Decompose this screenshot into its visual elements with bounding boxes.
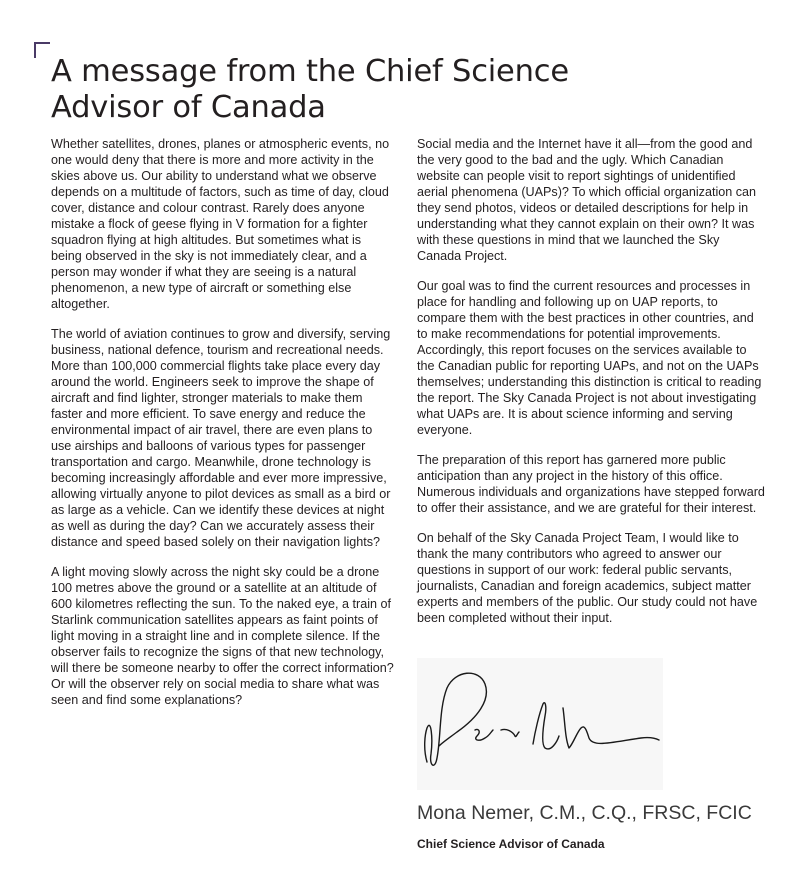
paragraph: On behalf of the Sky Canada Project Team, I would like to thank the many contributors who agreed to answer our questions in support of our work: federal public servants, journalists, Canadian and foreign academics, subject matter experts and members of the public. Our study could not have been completed without their input. bbox=[417, 531, 758, 625]
signature-drawing bbox=[417, 658, 663, 790]
paragraph: A light moving slowly across the night sky could be a drone 100 metres above the ground or a satellite at an altitude of 600 kilometres reflecting the sun. To the naked eye, a train of Starlink communication satellites appears as faint points of light moving in a straight line and in complete silence. If the observer fails to recognize the signs of that new technology, will there be someone nearby to offer the correct information? Or will the observer rely on social media to share what was seen and find some explanations? bbox=[51, 565, 394, 707]
signature-image bbox=[417, 658, 663, 790]
right-column bbox=[417, 136, 765, 640]
left-column bbox=[51, 136, 395, 722]
paragraph: Whether satellites, drones, planes or atmospheric events, no one would deny that there is more and more activity in the skies above us. Our ability to understand what we observe depends on a multitude of factors, such as time of day, cloud cover, distance and colour contrast. Rarely does anyone mistake a flock of geese flying in V formation for a fighter squadron flying at high altitudes. But sometimes what is being observed in the sky is not immediately clear, and a person may wonder if what they are seeing is a natural phenomenon, a new type of aircraft or something else altogether. bbox=[51, 137, 390, 311]
signatory-name: Mona Nemer, C.M., C.Q., FRSC, FCIC bbox=[417, 802, 752, 824]
paragraph: The preparation of this report has garnered more public anticipation than any project in the history of this office. Numerous individuals and organizations have stepped forward to offer their assistance, and we are grateful for their interest. bbox=[417, 453, 765, 515]
signatory-role: Chief Science Advisor of Canada bbox=[417, 837, 605, 851]
paragraph: Social media and the Internet have it all—from the good and the very good to the bad and the ugly. Which Canadian website can people visit to report sightings of unidentified aerial phenomena (UAPs)? To which official organization can they send photos, videos or detailed descriptions for help in understanding what they cannot explain on their own? It was with these questions in mind that we launched the Sky Canada Project. bbox=[417, 137, 757, 263]
paragraph: The world of aviation continues to grow and diversify, serving business, national defence, tourism and recreational needs. More than 100,000 commercial flights take place every day around the world. Engineers seek to improve the shape of aircraft and find lighter, stronger materials to make them faster and more efficient. To save energy and reduce the environmental impact of air travel, there are even plans to use airships and balloons of various types for passenger transportation and cargo. Meanwhile, drone technology is becoming increasingly affordable and ever more impressive, allowing virtually anyone to pilot devices as small as a bird or as large as a vehicle. Can we identify these devices at night as well as during the day? Can we accurately assess their distance and speed based solely on their navigation lights? bbox=[51, 327, 391, 549]
page-title: A message from the Chief Science Advisor of Canada bbox=[51, 54, 569, 125]
paragraph: Our goal was to find the current resources and processes in place for handling and following up on UAP reports, to compare them with the best practices in other countries, and to make recommendations for potential improvements. Accordingly, this report focuses on the services available to the Canadian public for reporting UAPs, and not on the UAPs themselves; understanding this distinction is critical to reading the report. The Sky Canada Project is not about investigating what UAPs are. It is about science informing and serving everyone. bbox=[417, 279, 762, 437]
corner-mark bbox=[34, 42, 50, 58]
